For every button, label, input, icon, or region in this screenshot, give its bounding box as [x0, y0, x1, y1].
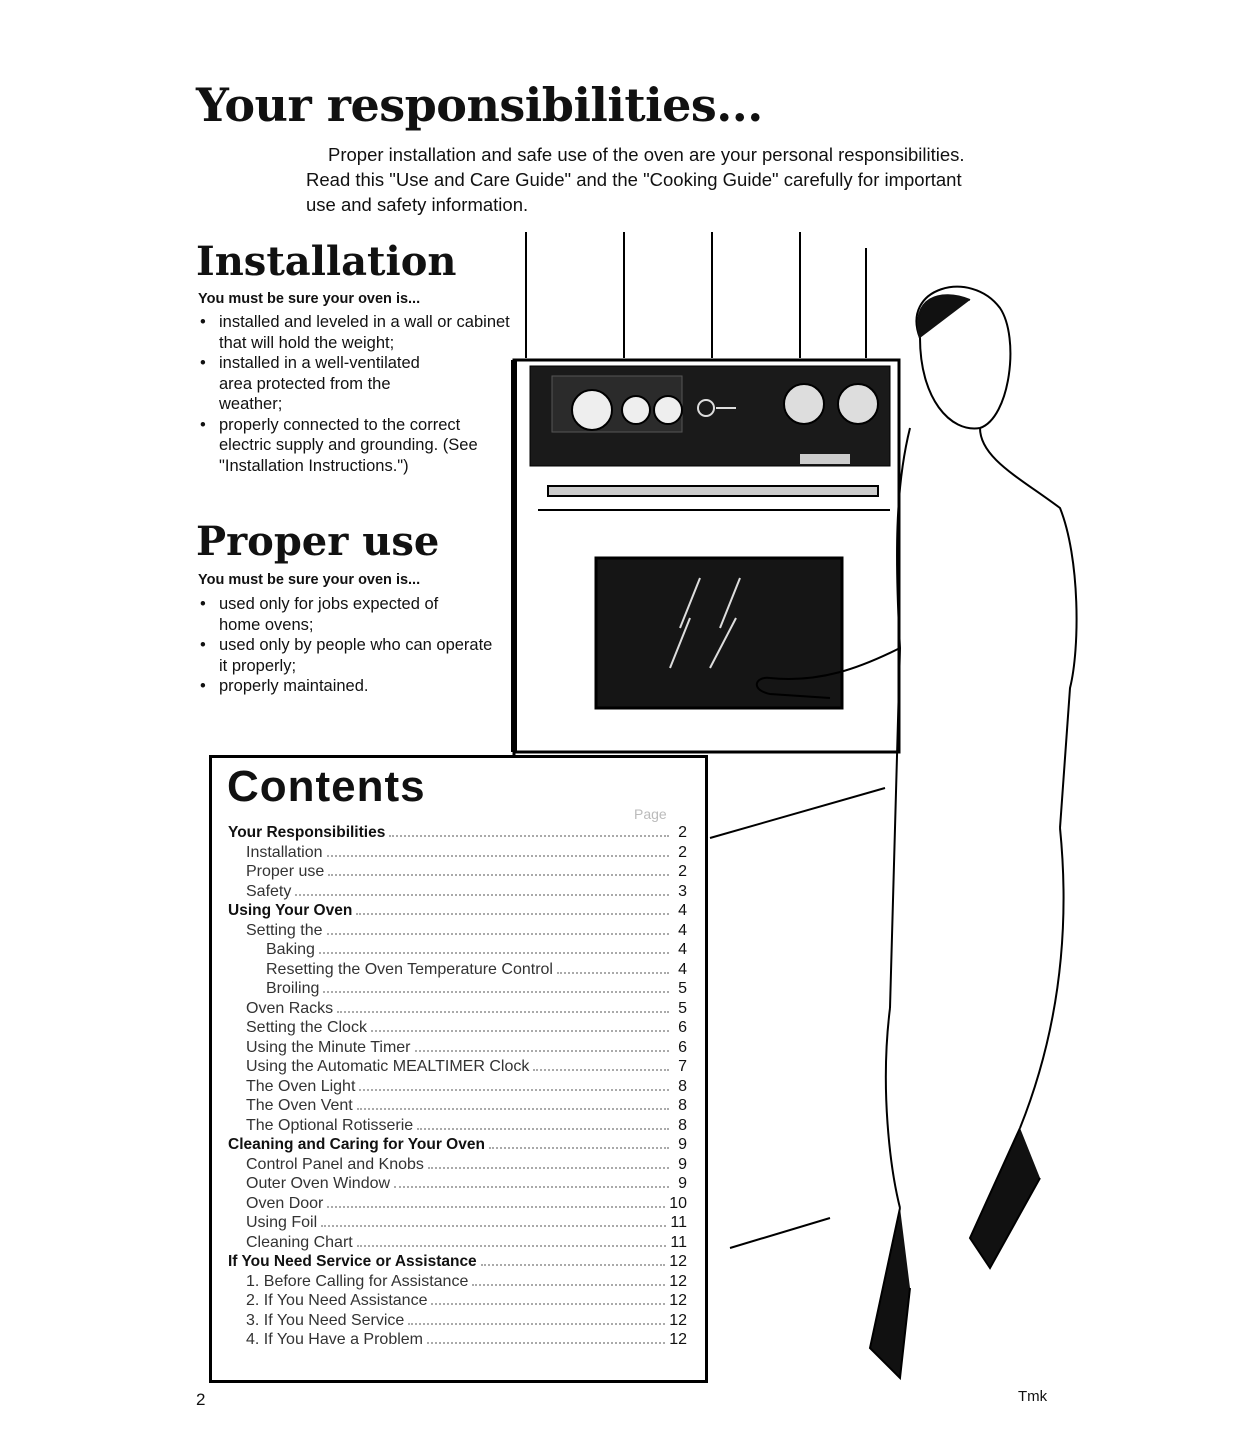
toc-entry — [228, 1194, 687, 1214]
toc-leader-dots — [557, 960, 669, 974]
toc-entry — [228, 940, 687, 960]
toc-entry — [228, 1291, 687, 1311]
toc-leader-dots — [337, 999, 669, 1013]
toc-entry-label: Resetting the Oven Temperature Control — [266, 960, 553, 978]
toc-entry-label: Using the Automatic MEALTIMER Clock — [246, 1058, 530, 1075]
toc-entry-page: 12 — [669, 1311, 687, 1329]
intro-paragraph — [306, 142, 986, 217]
indicator-light-icon — [698, 400, 714, 416]
toc-entry-label: The Oven Light — [246, 1077, 356, 1095]
toc-entry-label: If You Need Service or Assistance — [228, 1253, 477, 1270]
toc-leader-dots — [328, 862, 669, 876]
toc-leader-dots — [356, 901, 669, 915]
toc-leader-dots — [394, 1174, 669, 1188]
trademark-note: Tmk — [1018, 1388, 1048, 1405]
toc-leader-dots — [323, 979, 669, 993]
installation-item: • properly connected to the correct electric supply and grounding. (See "Installation Instructions.") — [198, 415, 518, 477]
toc-leader-dots — [321, 1213, 666, 1227]
toc-entry-label: Setting the Clock — [246, 1019, 367, 1036]
toc-entry-label: 3. If You Need Service — [246, 1311, 405, 1329]
toc-entry-page: 5 — [678, 999, 687, 1017]
page-column-label: Page — [634, 806, 667, 822]
toc-leader-dots — [295, 882, 669, 896]
brand-logo — [800, 454, 850, 464]
toc-entry-label: Using Foil — [246, 1214, 318, 1231]
toc-entry — [228, 843, 687, 863]
toc-leader-dots — [327, 843, 670, 857]
timer-knob-icon — [654, 396, 682, 424]
proper-use-list — [198, 594, 498, 697]
toc-entry — [228, 901, 687, 921]
intro-text: Proper installation and safe use of the oven are your personal responsibilities. Read this "Use and Care Guide" and the "Cooking Guide" carefully for important use and safety information. — [306, 144, 965, 215]
toc-entry — [228, 1096, 687, 1116]
toc-entry-label: Cleaning and Caring for Your Oven — [228, 1136, 485, 1153]
toc-entry-label: Control Panel and Knobs — [246, 1155, 424, 1173]
toc-entry-page: 4 — [678, 960, 687, 978]
toc-entry — [228, 1330, 687, 1350]
toc-entry — [228, 999, 687, 1019]
toc-entry — [228, 921, 687, 941]
toc-entry-page: 4 — [678, 902, 687, 919]
page-number: 2 — [196, 1390, 206, 1409]
toc-leader-dots — [417, 1116, 669, 1130]
toc-entry — [228, 1252, 687, 1272]
installation-lead: You must be sure your oven is... — [198, 291, 421, 307]
toc-leader-dots — [489, 1135, 669, 1149]
proper-use-item: • used only by people who can operate it properly; — [198, 635, 498, 676]
toc-entry-page: 12 — [669, 1272, 687, 1290]
toc-entry-page: 10 — [669, 1194, 687, 1212]
toc-entry-label: The Oven Vent — [246, 1097, 353, 1114]
proper-use-item: • used only for jobs expected of home ovens; — [198, 594, 498, 635]
oven-window — [596, 558, 842, 708]
toc-entry — [228, 862, 687, 882]
toc-entry — [228, 1018, 687, 1038]
toc-entry-page: 2 — [678, 843, 687, 861]
timer-knob-icon — [622, 396, 650, 424]
toc-entry-label: Baking — [266, 941, 315, 958]
proper-use-heading: Proper use — [196, 518, 440, 565]
toc-entry-page: 2 — [678, 863, 687, 880]
toc-entry — [228, 1213, 687, 1233]
toc-entry-label: Using the Minute Timer — [246, 1038, 411, 1056]
toc-entry-label: Proper use — [246, 863, 325, 880]
toc-leader-dots — [428, 1155, 669, 1169]
toc-entry — [228, 1174, 687, 1194]
toc-entry — [228, 960, 687, 980]
toc-leader-dots — [357, 1233, 667, 1247]
toc-entry — [228, 1077, 687, 1097]
toc-entry — [228, 882, 687, 902]
toc-entry-page: 11 — [670, 1233, 687, 1251]
toc-leader-dots — [427, 1330, 665, 1344]
toc-entry-label: Safety — [246, 882, 292, 900]
toc-entry — [228, 823, 687, 843]
wall-lines — [526, 232, 866, 358]
toc-leader-dots — [533, 1057, 669, 1071]
toc-entry-label: Installation — [246, 843, 323, 861]
toc-entry-page: 12 — [669, 1253, 687, 1270]
toc-entry-page: 9 — [678, 1136, 687, 1153]
proper-use-item: • properly maintained. — [198, 676, 498, 697]
toc-entry — [228, 1057, 687, 1077]
toc-entry-label: 1. Before Calling for Assistance — [246, 1272, 469, 1290]
toc-entry — [228, 1038, 687, 1058]
toc-entry-page: 9 — [678, 1175, 687, 1192]
toc-entry — [228, 1311, 687, 1331]
toc-leader-dots — [359, 1077, 669, 1091]
toc-entry-label: The Optional Rotisserie — [246, 1116, 414, 1134]
floor-lines — [710, 788, 885, 1248]
toc-entry-page: 4 — [678, 941, 687, 958]
toc-entry — [228, 1135, 687, 1155]
table-of-contents — [228, 823, 687, 1350]
temperature-knob-icon — [838, 384, 878, 424]
toc-entry — [228, 1233, 687, 1253]
toc-entry-label: Setting the — [246, 921, 323, 939]
toc-entry-label: Oven Racks — [246, 999, 334, 1017]
toc-entry-page: 9 — [678, 1155, 687, 1173]
installation-item: • installed and leveled in a wall or cabinet that will hold the weight; — [198, 312, 518, 353]
toc-leader-dots — [431, 1291, 665, 1305]
toc-leader-dots — [327, 1194, 665, 1208]
toc-entry-label: 4. If You Have a Problem — [246, 1331, 423, 1348]
toc-leader-dots — [371, 1018, 669, 1032]
toc-entry — [228, 1272, 687, 1292]
toc-entry — [228, 979, 687, 999]
toc-entry-page: 7 — [678, 1058, 687, 1075]
clock-knob-icon — [572, 390, 612, 430]
toc-entry-label: Broiling — [266, 980, 320, 997]
toc-entry-page: 8 — [678, 1077, 687, 1095]
toc-entry-page: 11 — [670, 1214, 687, 1231]
toc-entry-page: 8 — [678, 1116, 687, 1134]
toc-entry-page: 4 — [678, 921, 687, 939]
toc-entry-label: 2. If You Need Assistance — [246, 1292, 428, 1309]
toc-entry-label: Using Your Oven — [228, 902, 353, 919]
toc-entry-label: Cleaning Chart — [246, 1233, 353, 1251]
toc-entry-label: Your Responsibilities — [228, 824, 386, 841]
installation-list — [198, 312, 518, 476]
toc-leader-dots — [408, 1311, 665, 1325]
toc-entry-label: Outer Oven Window — [246, 1175, 391, 1192]
toc-leader-dots — [327, 921, 670, 935]
installation-item: • installed in a well-ventilated area protected from the weather; — [198, 353, 518, 415]
toc-entry — [228, 1116, 687, 1136]
toc-leader-dots — [389, 823, 669, 837]
contents-heading: Contents — [227, 762, 426, 811]
selector-knob-icon — [784, 384, 824, 424]
toc-entry-page: 12 — [669, 1331, 687, 1348]
toc-entry-page: 12 — [669, 1292, 687, 1309]
installation-heading: Installation — [196, 238, 457, 285]
page-title: Your responsibilities... — [196, 78, 763, 132]
toc-leader-dots — [357, 1096, 669, 1110]
toc-entry-page: 3 — [678, 882, 687, 900]
proper-use-lead: You must be sure your oven is... — [198, 572, 421, 588]
toc-leader-dots — [481, 1252, 666, 1266]
toc-leader-dots — [319, 940, 669, 954]
toc-leader-dots — [415, 1038, 669, 1052]
toc-entry — [228, 1155, 687, 1175]
toc-entry-page: 5 — [678, 980, 687, 997]
toc-leader-dots — [472, 1272, 665, 1286]
toc-entry-page: 6 — [678, 1038, 687, 1056]
toc-entry-page: 6 — [678, 1019, 687, 1036]
toc-entry-page: 8 — [678, 1097, 687, 1114]
toc-entry-page: 2 — [678, 824, 687, 841]
toc-entry-label: Oven Door — [246, 1194, 324, 1212]
